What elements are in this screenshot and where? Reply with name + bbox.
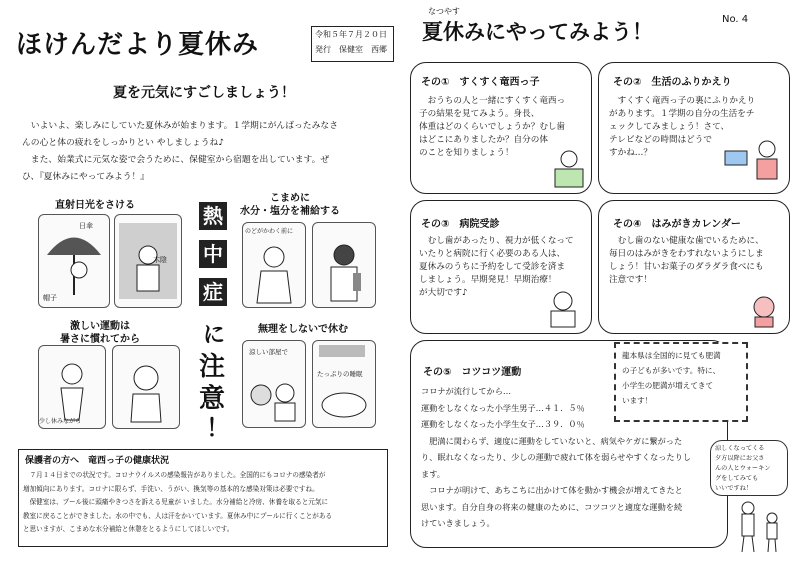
section-line: 子の結果を見てみよう。身長、 — [419, 109, 540, 119]
obesity-note-line: います！ — [622, 396, 653, 405]
section-line: いたりと病院に行く必要のある人は、 — [419, 249, 566, 259]
tip-exercise: 激しい運動は 暑さに慣れてから — [60, 321, 140, 345]
reading-book-icon — [549, 147, 589, 191]
section-5-heading: その⑤ コツコツ運動 — [423, 367, 522, 378]
tree-shade-icon — [115, 215, 181, 307]
heatstroke-char: 熱 — [199, 202, 227, 230]
right-title-ruby: なつやす — [428, 7, 460, 16]
heatstroke-char: 注 — [199, 352, 226, 382]
issue-number: No. 4 — [722, 14, 749, 25]
shade-boy-illustration — [114, 214, 182, 308]
section-line: 体重はどのくらいでしょうか？むし歯 — [419, 122, 566, 132]
section-line: はどこにありましたか？自分の体 — [419, 135, 548, 145]
section-line: 注意です！ — [609, 275, 652, 285]
cool-room-illustration — [242, 340, 306, 428]
section-line: 運動をしなくなった小学生女子…３９．０％ — [421, 419, 585, 429]
section-line: コロナが明けて、あちこちに出かけて体を動かす機会が増えてきたと — [421, 485, 683, 495]
section-line: テレビなどの時間はどうで — [609, 135, 712, 145]
obesity-note-line: 龍本県は全国的に見ても肥満 — [622, 351, 721, 360]
section-line: しょう！甘いお菓子のダラダラ食べにも — [609, 262, 764, 272]
section-line: 肥満に関わらず、適度に運動をしていないと、病気やケガに繋がった — [421, 435, 683, 446]
label-umbrella: 日傘 — [79, 222, 93, 230]
label-before-thirsty: のどがかわく前に — [245, 228, 294, 235]
water-bottle-icon — [243, 223, 305, 307]
section-line: すくすく竜西っ子の裏にふりかえり — [609, 96, 756, 106]
heatstroke-char: ！ — [206, 414, 230, 442]
intro-line: ひ、『夏休みにやってみよう！』 — [22, 172, 150, 182]
tip-rest: 無理をしないで休む — [258, 324, 348, 335]
drink-girl-illustration — [242, 222, 306, 308]
guardian-title: 保護者の方へ 竜西っ子の健康状況 — [25, 456, 170, 466]
tip-avoid-sun: 直射日光をさける — [55, 200, 135, 211]
section-1-heading: その① すくすく竜西っ子 — [421, 77, 540, 88]
heatstroke-char: 症 — [199, 278, 227, 306]
label-rest-while: 少し休みながら — [39, 418, 82, 425]
section-2-heading: その② 生活のふりかえり — [613, 77, 732, 88]
issue-info-box — [311, 26, 394, 62]
guardian-notice-box — [18, 449, 388, 547]
guardian-line: ７月１４日までの状況です。コロナウイルスの感染報告がありました。全国的にもコロナの感染者が — [23, 471, 326, 479]
issue-publisher: 発行 保健室 西郷 — [315, 45, 387, 54]
obesity-note-line: 小学生の肥満が増えてきて — [622, 381, 714, 390]
left-subtitle: 夏を元気にすごしましょう！ — [113, 85, 295, 101]
walking-speech-bubble — [710, 440, 788, 496]
section-line: けていきましょう。 — [421, 518, 495, 528]
section-line: 運動をしなくなった小学生男子…４１．５％ — [421, 402, 585, 413]
section-3-heading: その③ 病院受診 — [421, 219, 500, 230]
section-line: しましょう。早期発見！早期治療！ — [419, 275, 557, 285]
umbrella-girl-illustration — [38, 214, 110, 308]
label-cool-room: 涼しい部屋で — [249, 348, 288, 356]
issue-date: 令和５年７月２０日 — [315, 30, 387, 39]
label-hat: 帽子 — [43, 294, 57, 302]
section-4-heading: その④ はみがきカレンダー — [613, 219, 741, 230]
section-line: むし歯のない健康な歯でいるために、 — [609, 236, 764, 246]
section-4-card — [598, 200, 790, 334]
drink-boy-illustration — [312, 222, 376, 308]
toothbrush-kid-icon — [745, 291, 783, 329]
section-line: 毎日のはみがきをわすれないようにしま — [609, 249, 764, 259]
section-line: り、眠れなくなったり、少しの運動で疲れて体を弱らせやすくなったりし — [421, 452, 691, 462]
sports-drink-icon — [313, 223, 375, 307]
guardian-line: と思いますが、こまめな水分補給と休憩をとるようにしてほしいです。 — [23, 525, 234, 533]
doctor-icon — [541, 289, 585, 329]
tv-gaming-icon — [723, 135, 785, 185]
tip-water-salt: こまめに 水分・塩分を補給する — [240, 193, 340, 217]
obesity-note-line: の子どもが多いです。特に、 — [622, 366, 721, 375]
heatstroke-char: に — [203, 323, 226, 348]
heatstroke-char: 中 — [199, 240, 227, 268]
section-line: すかね…？ — [609, 148, 652, 158]
speech-line: んの人とウォーキン — [715, 465, 771, 472]
right-page — [400, 0, 800, 561]
section-line: 夏休みのうちに予約をして受診を済ま — [419, 262, 566, 272]
section-line: があります。１学期の自分の生活をチ — [609, 109, 755, 119]
intro-line: また、始業式に元気な姿で会うために、保健室から宿題を出しています。ぜ — [22, 155, 330, 165]
section-2-card — [598, 62, 790, 194]
intro-line: んの心と体の疲れをしっかりとい やしましょうね♪ — [22, 138, 224, 148]
section-line: コロナが流行してから… — [421, 386, 512, 396]
guardian-line: 増加傾向にあります。コロナに限らず、手洗い、うがい、換気等の基本的な感染対策は必要ですね。 — [23, 484, 319, 493]
tired-face-icon — [113, 346, 179, 428]
label-shade: 木陰 — [153, 256, 167, 264]
section-line: 思います。自分自身の将来の健康のために、コツコツと適度な運動を続 — [421, 501, 683, 512]
bed-icon — [313, 341, 375, 427]
obesity-note-box — [614, 342, 748, 422]
guardian-line: 保健室は、プール後に頭痛やきつさを訴える児童が いました。水分補給と冷房、休養を取ると元気に — [23, 498, 329, 506]
speech-line: 涼しくなってくる — [715, 445, 765, 452]
section-1-card — [410, 62, 592, 194]
section-3-card — [410, 200, 592, 334]
section-line: が大切です♪ — [419, 288, 468, 298]
section-line: ます。 — [421, 468, 445, 479]
guardian-line: 教室に戻ることができました。水の中でも、人は汗をかいています。夏休み中にプールに行くことがある — [23, 511, 333, 520]
section-line: ェックしてみましょう！さて、 — [609, 122, 730, 132]
left-intro — [22, 118, 392, 186]
label-sleep: たっぷりの睡眠 — [317, 370, 363, 378]
speech-line: グをしてみても — [715, 475, 759, 482]
right-title: 夏休みにやってみよう！ — [422, 20, 653, 44]
exhausted-boy-illustration — [112, 345, 180, 429]
heatstroke-char: 意 — [199, 384, 226, 414]
intro-line: いよいよ、楽しみにしていた夏休みが始まります。１学期にがんばったみなさ — [22, 121, 338, 131]
speech-line: 夕方以降にお父さ — [715, 455, 765, 462]
section-line: のことを知りましょう！ — [419, 148, 514, 158]
exercise-girl-illustration — [38, 345, 106, 429]
walking-family-icon — [730, 500, 790, 556]
newsletter-title: ほけんだより夏休み — [16, 30, 260, 60]
speech-line: いいですね！ — [715, 485, 753, 492]
sleep-illustration — [312, 340, 376, 428]
section-line: むし歯があったり、視力が低くなって — [419, 236, 574, 246]
section-line: おうちの人と一緒にすくすく竜西っ — [419, 96, 566, 106]
